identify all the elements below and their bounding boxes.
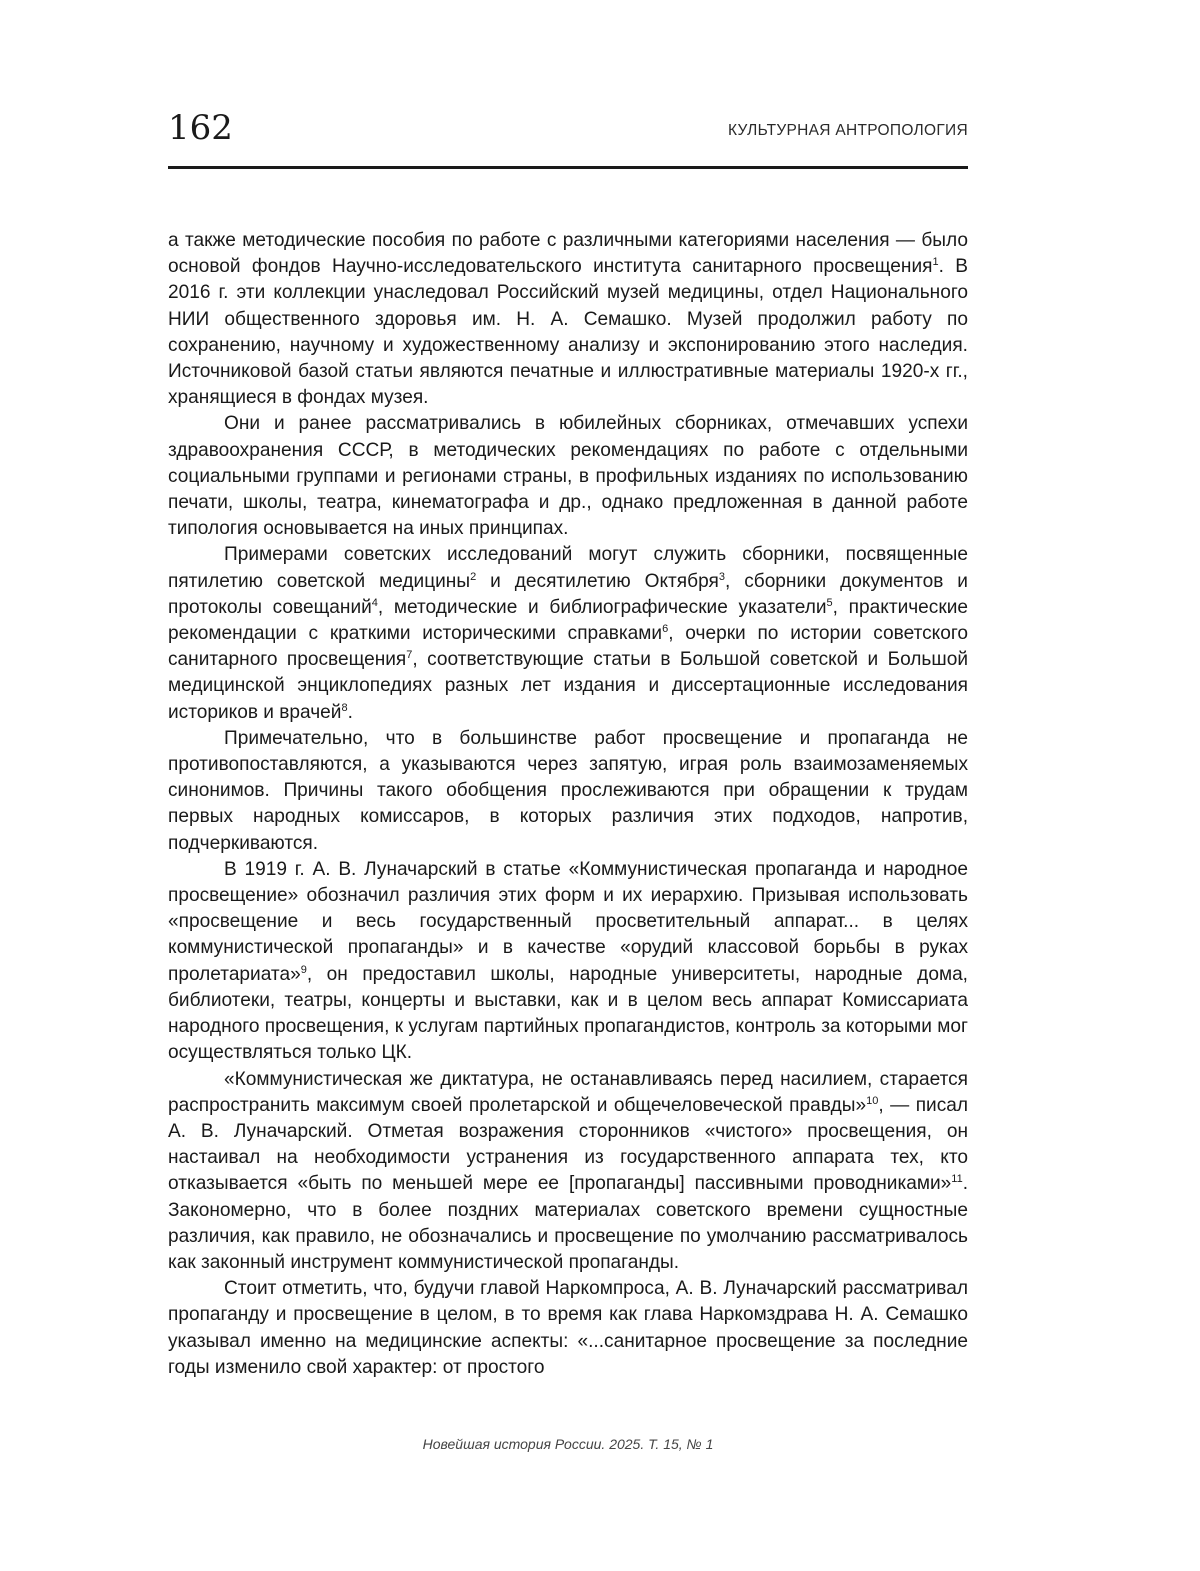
- paragraph-1: [168, 228, 968, 411]
- footnote-ref-11: 11: [951, 1173, 963, 1186]
- article-body: [168, 228, 968, 1381]
- paragraph-3: [168, 542, 968, 725]
- page-number: 162: [168, 108, 233, 148]
- journal-citation: Новейшая история России. 2025. Т. 15, № 1: [422, 1436, 714, 1452]
- page-header: [168, 100, 968, 169]
- paragraph-4: [168, 726, 968, 857]
- text-run: Стоит отметить, что, будучи главой Наркомпроса, А. В. Луначарский рассматривал пропаганду и просвещение в целом, в то время как глава Наркомздрава Н. А. Семашко указывал именно на медицинские аспекты: «...санитарное просвещение за последние годы изменило свой характер: от простого: [168, 1278, 968, 1378]
- running-title: КУЛЬТУРНАЯ АНТРОПОЛОГИЯ: [728, 122, 968, 139]
- text-run: В 1919 г. А. В. Луначарский в статье «Коммунистическая пропаганда и народное просвещение» обозначил различия этих форм и их иерархию. Призывая использовать «просвещение и весь государственный просветительный аппарат... в целях коммунистической пропаганды» и в качестве «орудий классовой борьбы в руках пролетариата»: [168, 858, 968, 985]
- paragraph-7: [168, 1276, 968, 1381]
- footnote-ref-4: 4: [371, 596, 378, 609]
- footnote-ref-2: 2: [470, 570, 477, 583]
- text-run: Примечательно, что в большинстве работ просвещение и пропаганда не противопоставляются, а указываются через запятую, играя роль взаимозаменяемых синонимов. Причины такого обобщения прослеживаются при обращении к трудам первых народных комиссаров, в которых различия этих подходов, напротив, подчеркиваются.: [168, 727, 968, 854]
- text-run: , он предоставил школы, народные университеты, народные дома, библиотеки, театры, концерты и выставки, как и в целом весь аппарат Комиссариата народного просвещения, к услугам партийных пропагандистов, контроль за которыми мог осуществляться только ЦК.: [168, 963, 968, 1064]
- paragraph-2: [168, 411, 968, 542]
- text-run: , практические рекомендации с краткими историческими справками: [168, 596, 968, 645]
- paragraph-6: [168, 1067, 968, 1277]
- footnote-ref-7: 7: [406, 649, 413, 662]
- footnote-ref-6: 6: [662, 623, 669, 636]
- paragraph-5: [168, 857, 968, 1067]
- text-run: а также методические пособия по работе с различными категориями населения — было основой фондов Научно-исследовательского института санитарного просвещения: [168, 230, 968, 278]
- text-run: , методические и библиографические указатели: [377, 596, 827, 618]
- footnote-ref-1: 1: [932, 256, 939, 269]
- text-run: .: [347, 701, 353, 723]
- footnote-ref-3: 3: [718, 570, 725, 583]
- text-run: и десятилетию Октября: [476, 570, 719, 592]
- text-run: Они и ранее рассматривались в юбилейных сборниках, отмечавших успехи здравоохранения СССР, в методических рекомендациях по работе с отдельными социальными группами и регионами страны, в профильных изданиях по использованию печати, школы, театра, кинематографа и др., однако предложенная в данной работе типология основывается на иных принципах.: [168, 413, 968, 540]
- text-run: . В 2016 г. эти коллекции унаследовал Российский музей медицины, отдел Национального НИИ общественного здоровья им. Н. А. Семашко. Музей продолжил работу по сохранению, научному и художественному анализу и экспонированию этого наследия. Источниковой базой статьи являются печатные и иллюстративные материалы 1920-х гг., хранящиеся в фондах музея.: [168, 256, 968, 409]
- footnote-ref-5: 5: [826, 596, 833, 609]
- text-run: Примерами советских исследований могут служить сборники, посвященные пятилетию советской медицины: [168, 544, 968, 592]
- text-run: , очерки по истории советского санитарного просвещения: [168, 623, 968, 671]
- footnote-ref-9: 9: [300, 963, 307, 976]
- footnote-ref-10: 10: [866, 1094, 879, 1107]
- footnote-ref-8: 8: [341, 701, 348, 714]
- text-run: . Закономерно, что в более поздних материалах советского времени сущностные различия, как правило, не обозначались и просвещение по умолчанию рассматривалось как законный инструмент коммунистической пропаганды.: [168, 1173, 968, 1273]
- text-run: , сборники документов и протоколы совещаний: [168, 570, 968, 618]
- text-run: , соответствующие статьи в Большой советской и Большой медицинской энциклопедиях разных лет издания и диссертационные исследования историков и врачей: [168, 649, 968, 723]
- text-run: «Коммунистическая же диктатура, не останавливаясь перед насилием, старается распространить максимум своей пролетарской и общечеловеческой правды»: [168, 1068, 968, 1116]
- text-run: , — писал А. В. Луначарский. Отметая возражения сторонников «чистого» просвещения, он настаивал на необходимости устранения из государственного аппарата тех, кто отказывается «быть по меньшей мере ее [пропаганды] пассивными проводниками»: [168, 1094, 969, 1195]
